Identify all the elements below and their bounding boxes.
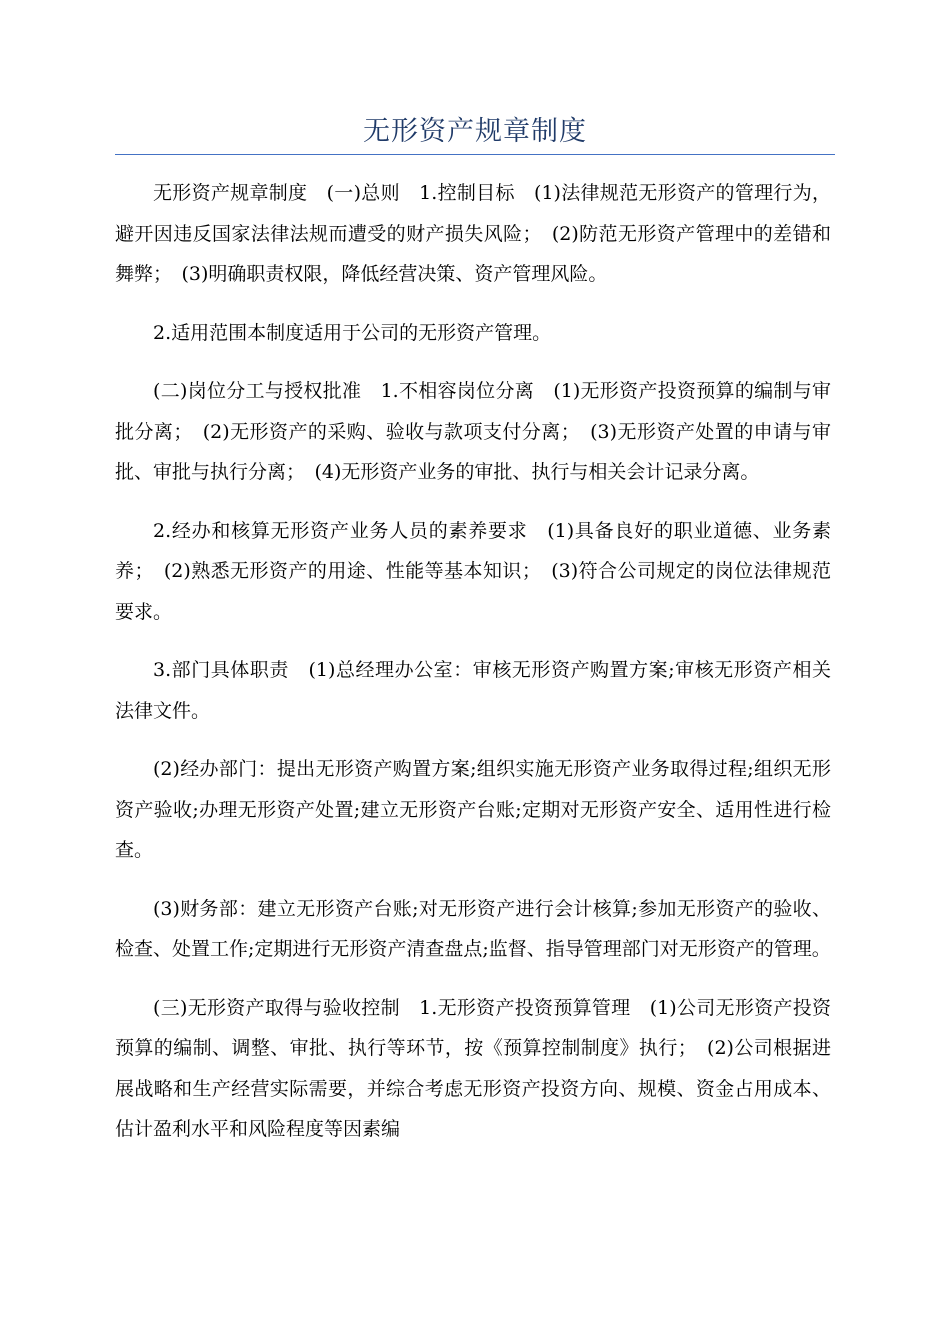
paragraph-finance-department: (3)财务部：建立无形资产台账;对无形资产进行会计核算;参加无形资产的验收、检查、处置工作;定期进行无形资产清查盘点;监督、指导管理部门对无形资产的管理。: [115, 897, 831, 960]
paragraph-staff-requirements: 2.经办和核算无形资产业务人员的素养要求 (1)具备良好的职业道德、业务素养； (2)熟悉无形资产的用途、性能等基本知识； (3)符合公司规定的岗位法律规范要求。: [115, 519, 831, 623]
document-title: 无形资产规章制度: [363, 116, 587, 147]
paragraph-general: 无形资产规章制度 (一)总则 1.控制目标 (1)法律规范无形资产的管理行为，避开因违反国家法律法规而遭受的财产损失风险； (2)防范无形资产管理中的差错和舞弊； (3)明确职责权限，降低经营决策、资产管理风险。: [115, 182, 831, 285]
paragraph-department-duties: 3.部门具体职责 (1)总经理办公室：审核无形资产购置方案;审核无形资产相关法律文件。: [115, 659, 831, 722]
paragraph-handling-department: (2)经办部门：提出无形资产购置方案;组织实施无形资产业务取得过程;组织无形资产验收;办理无形资产处置;建立无形资产台账;定期对无形资产安全、适用性进行检查。: [115, 758, 831, 861]
paragraph-acquisition-control: (三)无形资产取得与验收控制 1.无形资产投资预算管理 (1)公司无形资产投资预算的编制、调整、审批、执行等环节，按《预算控制制度》执行； (2)公司根据进展战略和生产经营实际需要，并综合考虑无形资产投资方向、规模、资金占用成本、估计盈利水平和风险程度等因素编: [115, 996, 831, 1140]
document-body: [115, 173, 831, 1168]
paragraph-separation: (二)岗位分工与授权批准 1.不相容岗位分离 (1)无形资产投资预算的编制与审批分离； (2)无形资产的采购、验收与款项支付分离； (3)无形资产处置的申请与审批、审批与执行分离； (4)无形资产业务的审批、执行与相关会计记录分离。: [115, 380, 831, 483]
title-underline: [115, 154, 835, 155]
paragraph-scope: 2.适用范围本制度适用于公司的无形资产管理。: [153, 321, 552, 344]
